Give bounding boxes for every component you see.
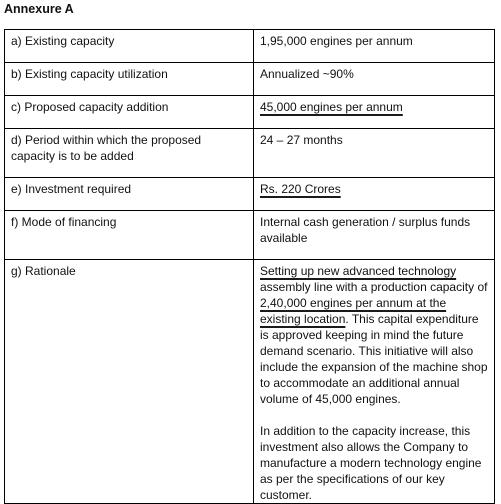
row-value-cell xyxy=(254,178,495,211)
table-row xyxy=(5,63,495,96)
row-label: b) Existing capacity utilization xyxy=(5,63,254,96)
table-row xyxy=(5,96,495,129)
row-label: f) Mode of financing xyxy=(5,211,254,260)
row-value-underlined: Rs. 220 Crores xyxy=(260,182,341,196)
annexure-table xyxy=(4,29,495,504)
row-label: g) Rationale xyxy=(5,260,254,504)
row-value: Internal cash generation / surplus funds available xyxy=(254,211,495,260)
row-label: d) Period within which the proposed capacity is to be added xyxy=(5,129,254,178)
row-label: a) Existing capacity xyxy=(5,30,254,63)
rationale-underlined-1: Setting up new advanced technology xyxy=(260,264,457,278)
rationale-text-1: assembly line with a production capacity of xyxy=(260,280,488,294)
row-value: 1,95,000 engines per annum xyxy=(254,30,495,63)
rationale-paragraph-2: In addition to the capacity increase, this investment also allows the Company to manufacture a modern technology engine as per the specifications of our key customer. xyxy=(260,424,482,502)
row-label: e) Investment required xyxy=(5,178,254,211)
row-value-cell xyxy=(254,96,495,129)
table-row xyxy=(5,260,495,504)
rationale-cell xyxy=(254,260,495,504)
table-row xyxy=(5,178,495,211)
table-row xyxy=(5,129,495,178)
rationale-text-2: . This capital expenditure is approved keeping in mind the future demand scenario. This initiative will also include the expansion of the machine shop to accommodate an additional annual volume of 45,000 engines. xyxy=(260,312,488,406)
rationale-underlined-2: 2,40,000 engines per annum at the existing location xyxy=(260,296,447,326)
row-value-underlined: 45,000 engines per annum xyxy=(260,100,403,114)
row-value: Annualized ~90% xyxy=(254,63,495,96)
rationale-paragraph-1 xyxy=(260,263,488,407)
annexure-title: Annexure A xyxy=(4,2,74,16)
table-row xyxy=(5,211,495,260)
table-row xyxy=(5,30,495,63)
row-value: 24 – 27 months xyxy=(254,129,495,178)
row-label: c) Proposed capacity addition xyxy=(5,96,254,129)
